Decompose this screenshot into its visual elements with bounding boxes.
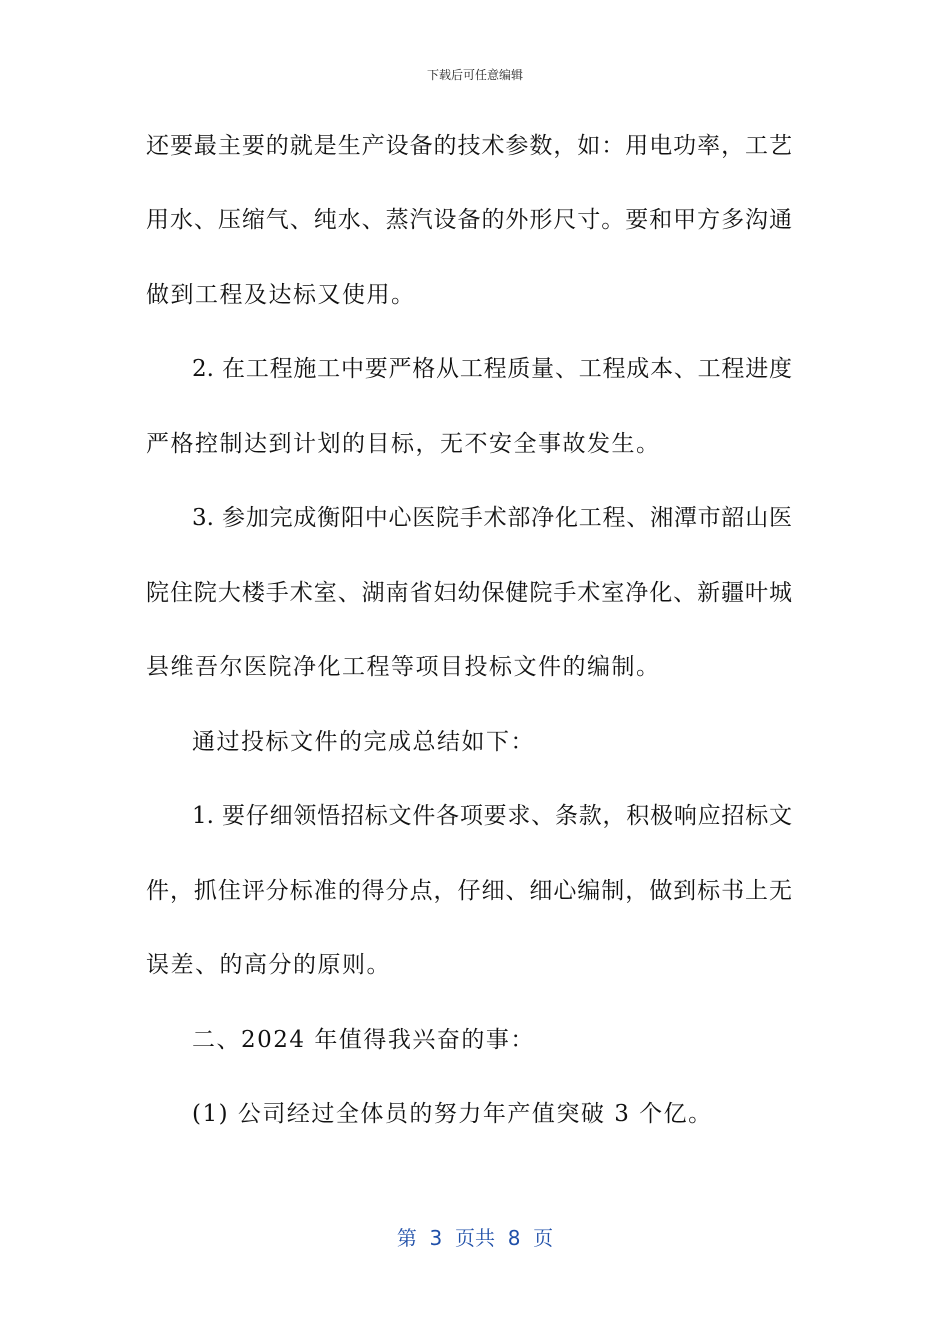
text-line: 1. 要仔细领悟招标文件各项要求、条款，积极响应招标文 xyxy=(192,803,792,829)
text-line: 2. 在工程施工中要严格从工程质量、工程成本、工程进度 xyxy=(192,356,792,382)
text-line: 误差、的高分的原则。 xyxy=(146,952,391,978)
text-line: (1) 公司经过全体员的努力年产值突破 3 个亿。 xyxy=(192,1101,713,1127)
text-line: 严格控制达到计划的目标，无不安全事故发生。 xyxy=(146,431,661,457)
text-line: 院住院大楼手术室、湖南省妇幼保健院手术室净化、新疆叶城 xyxy=(146,580,792,606)
text-line: 件，抓住评分标准的得分点，仔细、细心编制，做到标书上无 xyxy=(146,878,792,904)
text-line: 用水、压缩气、纯水、蒸汽设备的外形尺寸。要和甲方多沟通 xyxy=(146,207,792,233)
section-heading: 二、2024 年值得我兴奋的事： xyxy=(192,1027,535,1053)
text-line: 通过投标文件的完成总结如下： xyxy=(192,729,535,755)
text-line: 县维吾尔医院净化工程等项目投标文件的编制。 xyxy=(146,654,661,680)
page-number-footer: 第 3 页共 8 页 xyxy=(396,1226,554,1250)
text-line: 3. 参加完成衡阳中心医院手术部净化工程、湘潭市韶山医 xyxy=(192,505,792,531)
text-line: 做到工程及达标又使用。 xyxy=(146,282,416,308)
text-line: 还要最主要的就是生产设备的技术参数，如：用电功率，工艺 xyxy=(146,133,792,159)
page-header: 下载后可任意编辑 xyxy=(426,68,523,82)
